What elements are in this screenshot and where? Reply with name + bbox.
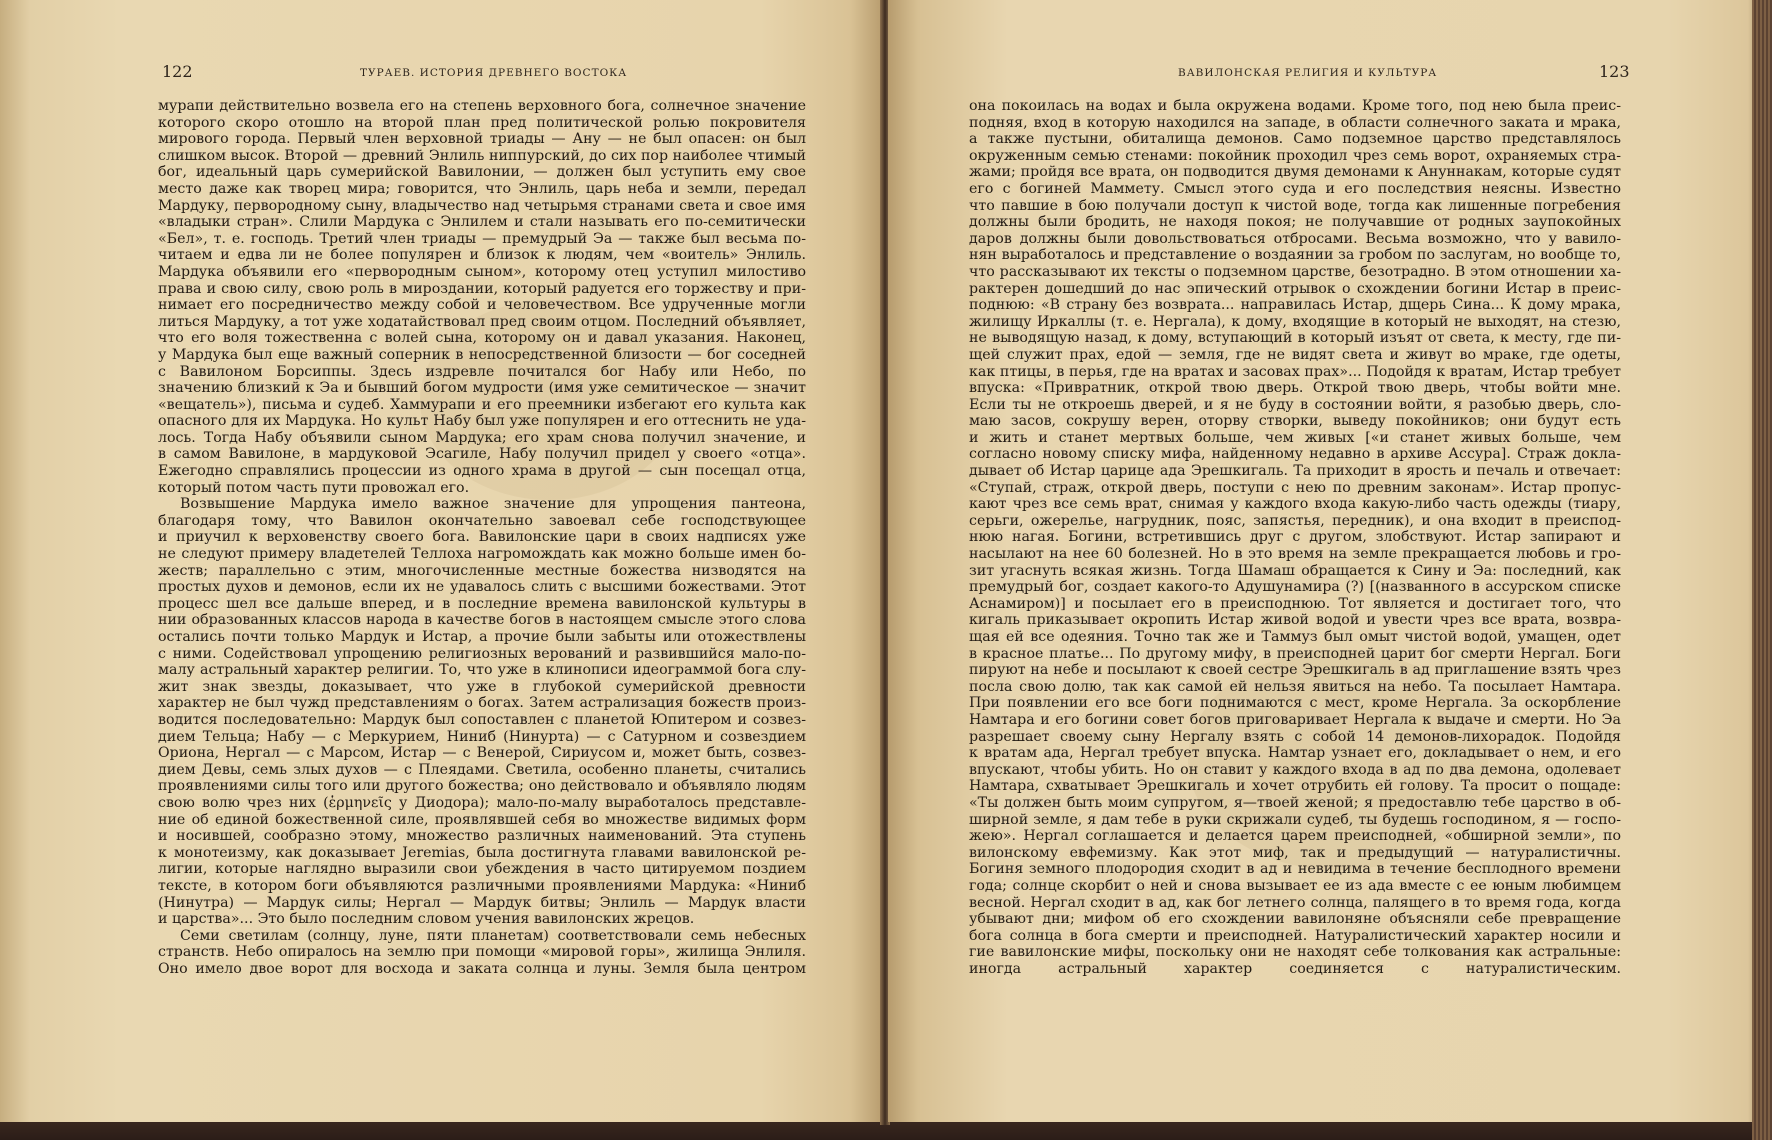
text-line: нюю нагая. Богини, встретившись друг с другом, злобствуют. Истар запирают и [969, 529, 1621, 546]
text-line: При появлении его все боги поднимаются с мест, кроме Нергала. За оскорбление [969, 695, 1621, 712]
text-line: «вещатель»), письма и судеб. Хаммурапи и его преемники избегают его культа как [158, 396, 806, 413]
text-line: с Вавилоном Борсиппы. Здесь издревле почитался бог Набу или Небо, по [158, 363, 806, 380]
text-line: окруженным семью стенами: покойник проходил чрез семь ворот, охраняемых стра- [969, 147, 1621, 164]
text-line: свою волю чрез них (ἑρμηνεῖς у Диодора); мало-по-малу выработалось представле- [158, 794, 806, 811]
text-line: премудрый бог, создает какого-то Адушунамира (?) [(названного в ассурском списке [969, 579, 1621, 596]
text-line: она покоилась на водах и была окружена водами. Кроме того, под нею была преис- [969, 98, 1621, 114]
left-page-number: 122 [162, 62, 193, 81]
text-line: бога солнца в бога смерти и преисподней. Натуралистический характер носили и [969, 927, 1621, 944]
text-line: странств. Небо опиралось на землю при помощи «мировой горы», жилища Энлиля. [158, 944, 806, 961]
right-body-text [969, 98, 1621, 977]
text-line: (Нинутра) — Мардук силы; Нергал — Мардук битвы; Энлиль — Мардук власти [158, 894, 806, 911]
text-line: рактерен дошедший до нас эпический отрывок о схождении богини Истар в преис- [969, 280, 1621, 297]
text-line: лось. Тогда Набу объявили сыном Мардука; его храм снова получил значение, и [158, 429, 806, 446]
text-line: место даже как творец мира; говорится, что Энлиль, царь неба и земли, передал [158, 180, 806, 197]
right-page [888, 0, 1772, 1122]
page-edges [1752, 0, 1772, 1140]
text-line: впускают, чтобы убить. Но он ставит у каждого входа в ад по два демона, одолевает [969, 761, 1621, 778]
text-line: литься Мардуку, а тот уже ходатайствовал пред своим отцом. Последний объявляет, [158, 313, 806, 330]
left-body-text [158, 98, 806, 977]
text-line: у Мардука был еще важный соперник в непосредственной близости — бог соседней [158, 346, 806, 363]
text-line: Ежегодно справлялись процессии из одного храма в другой — сын посещал отца, [158, 463, 806, 480]
text-line: убывают дни; мифом об его схождении вавилоняне объясняли себе превращение [969, 911, 1621, 928]
text-line: Возвышение Мардука имело важное значение для упрощения пантеона, [180, 496, 806, 513]
text-line: Намтара и его богини совет богов приговаривает Нергала к выдаче и смерти. Но Эа [969, 711, 1621, 728]
text-line: что павшие в бою получали доступ к чистой воде, тогда как лишенные погребения [969, 197, 1621, 214]
text-line: ширной земле, я дам тебе в руки скрижали судеб, ты будешь господином, я — госпо- [969, 811, 1621, 828]
text-line: Мардуку, первородному сыну, владычество над четырьмя странами света и свое имя [158, 197, 806, 214]
text-line: впуска: «Привратник, открой твою дверь. Открой твою дверь, чтобы войти мне. [969, 380, 1621, 397]
text-line: а также пустыни, обиталища демонов. Само подземное царство представлялось [969, 131, 1621, 148]
text-line: жеств; параллельно с этим, многочисленные местные божества низводятся на [158, 562, 806, 579]
text-line: Аснамиром)] и посылает его в преисподнюю. Тот является и достигает того, что [969, 595, 1621, 612]
text-line: нян выработалось и представление о воздаянии за гробом по заслугам, но вообще то, [969, 247, 1621, 264]
text-line: ние об единой божественной силе, проявлявшей себя во множестве видимых форм [158, 811, 806, 828]
text-line: Ориона, Нергал — с Марсом, Истар — с Венерой, Сириусом и, может быть, созвез- [158, 745, 806, 762]
text-line: процесс шел все дальше вперед, и в последние времена вавилонской культуры в [158, 595, 806, 612]
text-line: остались почти только Мардук и Истар, а прочие были забыты или отожествлены [158, 629, 806, 645]
text-line: читаем и едва ли не более популярен и близок к людям, чем «воитель» Энлиль. [158, 247, 806, 264]
text-line: простых духов и демонов, если их не удавалось слить с высшими божествами. Этот [158, 579, 806, 596]
text-line: опасного для их Мардука. Но культ Набу был уже популярен и его оттеснить не уда- [158, 413, 806, 430]
text-line: жилищу Иркаллы (т. е. Нергала), к дому, входящие в который не выходят, на стезю, [969, 313, 1621, 330]
text-line: в самом Вавилоне, в мардуковой Эсагиле, Набу получил придел у своего «отца». [158, 446, 806, 463]
text-line: что рассказывают их тексты о подземном царстве, безотрадно. В этом отношении ха- [969, 263, 1621, 280]
text-line: пируют на небе и посылают к своей сестре Эрешкигаль в ад приглашение взять чрез [969, 662, 1621, 679]
text-line: не выводящую назад, к дому, вступающий в который изъят от света, к месту, где пи- [969, 330, 1621, 347]
text-line: которого скоро отошло на второй план пред политической ролью покровителя [158, 114, 806, 131]
left-page [0, 0, 882, 1122]
text-line: Намтара, схватывает Эрешкигаль и хочет отрубить ей голову. Та просит о пощаде: [969, 778, 1621, 795]
text-line: его с богиней Маммету. Смысл этого суда и его последствия неясны. Известно [969, 180, 1621, 197]
text-line: малу астральный характер религии. То, что уже в клинописи идеограммой бога слу- [158, 662, 806, 679]
text-line: и царства»... Это было последним словом учения вавилонских жрецов. [158, 911, 695, 928]
text-line: к вратам ада, Нергал требует впуска. Намтар узнает его, докладывает о нем, и его [969, 745, 1621, 762]
text-line: водится последовательно: Мардук был сопоставлен с планетой Юпитером и созвез- [158, 711, 806, 728]
text-line: характер не был чужд представлениям о богах. Затем астрализация божеств произ- [158, 695, 806, 712]
right-running-head: ВАВИЛОНСКАЯ РЕЛИГИЯ И КУЛЬТУРА [1178, 67, 1438, 79]
text-line: бог, идеальный царь сумерийской Вавилонии, — должен был уступить ему свое [158, 164, 806, 181]
text-line: Мардука объявили его «первородным сыном», которому отец уступил милостиво [158, 263, 806, 280]
left-running-head: ТУРАЕВ. ИСТОРИЯ ДРЕВНЕГО ВОСТОКА [360, 67, 628, 79]
text-line: тексте, в котором боги объявляются различными проявлениями Мардука: «Ниниб [158, 877, 806, 894]
text-line: иногда астральный характер соединяется с натуралистическим. [969, 960, 1621, 977]
text-line: разрешает своему сыну Нергалу взять с собой 14 демонов-лихорадок. Подойдя [969, 728, 1621, 745]
text-line: жит знак звезды, доказывает, что уже в глубокой сумерийской древности [158, 678, 806, 695]
text-line: согласно новому списку мифа, найденному недавно в архиве Ассура]. Страж докла- [969, 446, 1621, 463]
text-line: «Ты должен быть моим супругом, я—твоей женой; я предоставлю тебе царство в об- [969, 794, 1621, 811]
text-line: как птицы, в перья, где на вратах и засовах прах»... Подойдя к вратам, Истар требует [969, 363, 1621, 380]
text-line: который потом часть пути провожал его. [158, 479, 470, 496]
text-line: нии образованных классов народа в качестве богов в настоящем смысле этого слова [158, 612, 806, 629]
text-line: дием Девы, семь злых духов — с Плеядами. Светила, особенно планеты, считались [158, 761, 806, 778]
text-line: щей служит прах, едой — земля, где не видят света и живут во мраке, где одеты, [969, 346, 1621, 363]
text-line: кают чрез все семь врат, снимая у каждого входа какую-либо часть одежды (тиару, [969, 496, 1621, 513]
text-line: и носившей, сообразно этому, множество различных наименований. Эта ступень [158, 828, 806, 845]
text-line: Оно имело двое ворот для восхода и заката солнца и луны. Земля была центром [158, 960, 806, 977]
text-line: Богиня земного плодородия сходит в ад и невидима в течение бесплодного времени [969, 861, 1621, 878]
text-line: Семи светилам (солнцу, луне, пяти планетам) соответствовали семь небесных [180, 927, 806, 944]
text-line: «Ступай, страж, открой дверь, поступи с нею по древним законам». Истар пропус- [969, 479, 1621, 496]
text-line: «владыки стран». Слили Мардука с Энлилем и стали называть его по-семитически [158, 214, 806, 231]
text-line: лигии, которые наглядно выразили свои убеждения в часто цитируемом поздием [158, 861, 806, 878]
text-line: жею». Нергал соглашается и делается царем преисподней, «обширной земли», по [969, 828, 1621, 845]
text-line: нимает его посредничество между собой и человечеством. Все удрученные могли [158, 297, 806, 314]
text-line: «Бел», т. е. господь. Третий член триады — премудрый Эа — также был весьма по- [158, 230, 806, 247]
text-line: года; солнце скорбит о ней и снова вызывает ее из ада вместе с ее юным любимцем [969, 877, 1621, 894]
text-line: и приучил к верховенству своего бога. Вавилонские цари в своих надписях уже [158, 529, 806, 546]
text-line: в красное платье... По другому мифу, в преисподней царит бог смерти Нергал. Боги [969, 645, 1621, 662]
text-line: к монотеизму, как доказывает Jeremias, была достигнута главами вавилонской ре- [158, 844, 806, 861]
text-line: Если ты не откроешь дверей, и я не буду в состоянии войти, я разобью дверь, сло- [969, 396, 1621, 413]
text-line: с ними. Содействовал упрощению религиозных верований и развившийся мало-по- [158, 645, 806, 662]
text-line: мурапи действительно возвела его на степень верховного бога, солнечное значение [158, 98, 806, 114]
text-line: значению близкий к Эа и бывший богом мудрости (имя уже семитическое — значит [158, 380, 806, 397]
text-line: дием Тельца; Набу — с Меркурием, Ниниб (Нинурта) — с Сатурном и созвездием [158, 728, 806, 745]
text-line: вилонскому евфемизму. Как этот миф, так и предыдущий — натуралистичны. [969, 844, 1621, 861]
text-line: даров должны были довольствоваться отбросами. Весьма возможно, что у вавило- [969, 230, 1621, 247]
text-line: мирового города. Первый член верховной триады — Ану — не был опасен: он был [158, 131, 806, 148]
text-line: подняя, вход в которую находился на западе, в области солнечного заката и мрака, [969, 114, 1621, 131]
text-line: должны были бродить, не находя покоя; не получавшие от родных заупокойных [969, 214, 1621, 231]
text-line: проявлениями силы того или другого божества; оно действовало и объявляло людям [158, 778, 806, 795]
text-line: кигаль приказывает окропить Истар живой водой и увести чрез все врата, возвра- [969, 612, 1621, 629]
text-line: что его воля тожественна с волей сына, которому он и давал указания. Наконец, [158, 330, 806, 347]
text-line: гие вавилонские мифы, поскольку они не находят себе толкования как астральные: [969, 944, 1621, 961]
text-line: и жить и станет мертвых больше, чем живых [«и станет живых больше, чем [969, 429, 1621, 446]
text-line: весной. Нергал сходит в ад, как бог летнего солнца, палящего в то время года, когда [969, 894, 1621, 911]
text-line: слишком высок. Второй — древний Энлиль ниппурский, до сих пор наиболее чтимый [158, 147, 806, 164]
text-line: щая ей все одеяния. Точно так же и Таммуз был омыт чистой водой, умащен, одет [969, 629, 1621, 645]
text-line: жами; пройдя все врата, он подводится двумя демонами к Ануннакам, которые судят [969, 164, 1621, 181]
text-line: насылают на нее 60 болезней. Но в это время на земле прекращается любовь и гро- [969, 546, 1621, 563]
text-line: серьги, ожерелье, нагрудник, пояс, запястья, передник), и она входит в преиспод- [969, 512, 1621, 529]
text-line: благодаря тому, что Вавилон окончательно завоевал себе господствующее [158, 512, 806, 529]
text-line: посла свою долю, так как самой ей нельзя явиться на небо. Та посылает Намтара. [969, 678, 1621, 695]
text-line: дывает об Истар царице ада Эрешкигаль. Та приходит в ярость и печаль и отвечает: [969, 463, 1621, 480]
text-line: права и свою силу, свою роль в мироздании, который радуется его торжеству и при- [158, 280, 806, 297]
text-line: маю засов, сокрушу верен, оторву створки, выведу покойников; они будут есть [969, 413, 1621, 430]
text-line: не следуют примеру владетелей Теллоха нагромождать как можно больше имен бо- [158, 546, 806, 563]
text-line: зит угаснуть всякая жизнь. Тогда Шамаш обращается к Сину и Эа: последний, как [969, 562, 1621, 579]
text-line: поднюю: «В страну без возврата... направилась Истар, дщерь Сина... К дому мрака, [969, 297, 1621, 314]
right-page-number: 123 [1599, 62, 1630, 81]
